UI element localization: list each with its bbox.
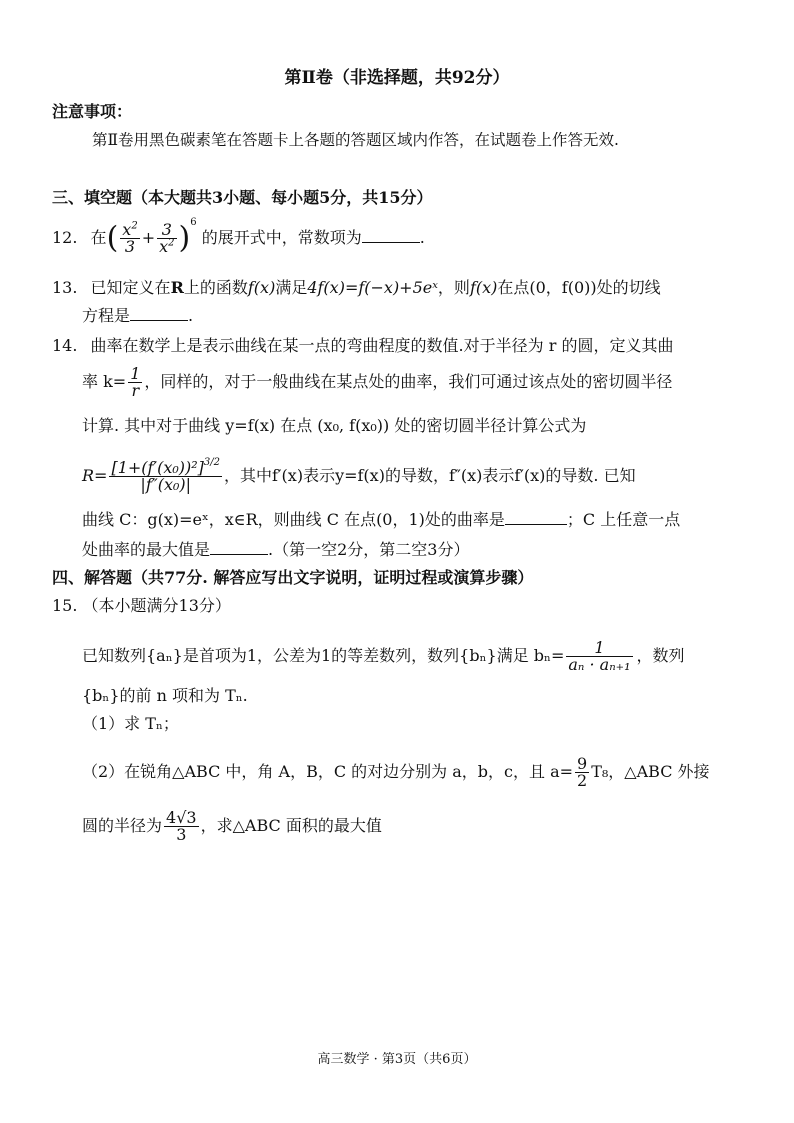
question-14-line6 <box>82 538 469 562</box>
q14-frac-1-over-r: $\frac{1}{r}$ <box>130 364 141 400</box>
q13-fx: f(x) <box>247 278 276 297</box>
q12-frac1: $\frac{x^2}{3}$ <box>122 220 138 256</box>
question-14-line2 <box>82 362 672 402</box>
q13-answer-blank[interactable] <box>130 306 188 321</box>
question-13-line2 <box>82 304 193 328</box>
question-14-line3 <box>82 414 586 438</box>
q14-line2-a: 率 k= <box>82 372 127 391</box>
q12-end: . <box>419 228 425 247</box>
page-footer: 高三数学 · 第3页（共6页） <box>317 1052 477 1067</box>
q12-pre: 在 <box>90 228 107 247</box>
section3-heading: 三、填空题（本大题共3小题、每小题5分，共15分） <box>52 188 433 207</box>
q14-line5-b: ；C 上任意一点 <box>566 510 681 529</box>
q13-line2: 方程是 <box>82 306 131 325</box>
q15-line2: {bₙ}的前 n 项和为 Tₙ. <box>82 686 248 705</box>
q14-line6-b: .（第一空2分，第二空3分） <box>268 540 470 559</box>
q13-end: . <box>188 306 194 325</box>
q15-bn-num: 1 <box>566 640 632 657</box>
q13-text-b: 上的函数 <box>183 278 248 297</box>
q13-text-e: 在点(0，f(0))处的切线 <box>497 278 661 297</box>
q15-bn-formula <box>566 640 632 673</box>
q15-part2-c: 圆的半径为 <box>82 816 163 835</box>
q12-open-paren: ( <box>106 220 119 256</box>
q15-part2-a: （2）在锐角△ABC 中，角 A，B，C 的对边分别为 a，b，c，且 a= <box>82 762 574 781</box>
q14-line2-b: ，同样的，对于一般曲线在某点处的曲率，我们可通过该点处的密切圆半径 <box>144 372 673 391</box>
q13-fx-2: f(x) <box>469 278 498 297</box>
q13-number: 13. <box>52 278 78 297</box>
q14-line4-a: R= <box>82 466 108 485</box>
q14-line6-a: 处曲率的最大值是 <box>82 540 211 559</box>
notice-body: 第Ⅱ卷用黑色碳素笔在答题卡上各题的答题区域内作答，在试题卷上作答无效. <box>92 131 619 149</box>
q15-radius-frac <box>164 810 199 843</box>
q15-line1-b: ，数列 <box>636 646 685 665</box>
q13-text-d: ，则 <box>437 278 470 297</box>
q15-frac-den: 2 <box>577 771 588 790</box>
q15-number: 15. <box>52 596 78 615</box>
question-12: 12. 在( $\frac{x^2}{3}$ + $\frac{3}{x^2}$ )$^6$ 的展开式中，常数项为 . <box>52 216 425 256</box>
q14-formula-num: [1+(f′(x₀))²] <box>111 458 204 477</box>
question-14-line5 <box>82 508 680 532</box>
question-15-line2 <box>82 684 248 708</box>
question-15-header <box>52 594 231 618</box>
q14-radius-formula: $\frac{[1+(f'(x_0))^2]^{3/2}}{\text{|f″(x₀)|}}$ <box>111 456 220 494</box>
q15-part1: （1）求 Tₙ； <box>82 714 179 733</box>
q14-line1: 曲率在数学上是表示曲线在某一点的弯曲程度的数值.对于半径为 r 的圆，定义其曲 <box>90 336 674 355</box>
question-14-line4 <box>82 454 636 498</box>
q14-number: 14. <box>52 336 78 355</box>
question-15-part2 <box>82 750 710 794</box>
question-15-part2-cont <box>82 804 382 848</box>
q12-post: 的展开式中，常数项为 <box>201 228 362 247</box>
notice-heading: 注意事项： <box>52 102 133 121</box>
q12-frac2: $\frac{3}{x^2}$ <box>159 220 175 256</box>
q15-score: （本小题满分13分） <box>82 596 231 615</box>
q14-answer-blank-1[interactable] <box>505 510 567 525</box>
question-15-line1 <box>82 634 685 678</box>
q15-radius-num: 4√3 <box>166 808 197 827</box>
q14-line5-a: 曲线 C：g(x)=eˣ，x∈R，则曲线 C 在点(0，1)处的曲率是 <box>82 510 505 529</box>
q13-equation: 4f(x)=f(−x)+5eˣ <box>307 278 438 297</box>
q15-line1-a: 已知数列{aₙ}是首项为1，公差为1的等差数列，数列{bₙ}满足 bₙ= <box>82 646 565 665</box>
section-title: 第Ⅱ卷（非选择题，共92分） <box>284 68 510 88</box>
q14-line3: 计算. 其中对于曲线 y=f(x) 在点 (x₀, f(x₀)) 处的密切圆半径计算公式为 <box>82 416 587 435</box>
question-15-part1 <box>82 712 179 736</box>
q12-close-paren: ) <box>178 220 191 256</box>
q12-number: 12. <box>52 228 78 247</box>
q13-text-c: 满足 <box>275 278 308 297</box>
q15-part2-d: ，求△ABC 面积的最大值 <box>200 816 382 835</box>
question-14-line1 <box>52 334 673 358</box>
q13-R: R <box>170 278 184 297</box>
q14-line4-b: ，其中f′(x)表示y=f(x)的导数，f″(x)表示f′(x)的导数. 已知 <box>224 466 636 485</box>
q15-nine-halves <box>575 756 589 789</box>
q15-radius-den: 3 <box>176 825 187 844</box>
q15-frac-num: 9 <box>577 754 588 773</box>
q13-text-a: 已知定义在 <box>90 278 171 297</box>
section4-heading: 四、解答题（共77分. 解答应写出文字说明，证明过程或演算步骤） <box>52 568 534 587</box>
q14-formula-den: |f″(x₀)| <box>140 475 192 494</box>
question-13-line1 <box>52 276 661 300</box>
q14-answer-blank-2[interactable] <box>210 540 268 555</box>
q15-bn-den: aₙ · aₙ₊₁ <box>568 655 631 674</box>
q15-part2-b: T₈，△ABC 外接 <box>591 762 710 781</box>
q12-answer-blank[interactable] <box>362 228 420 243</box>
